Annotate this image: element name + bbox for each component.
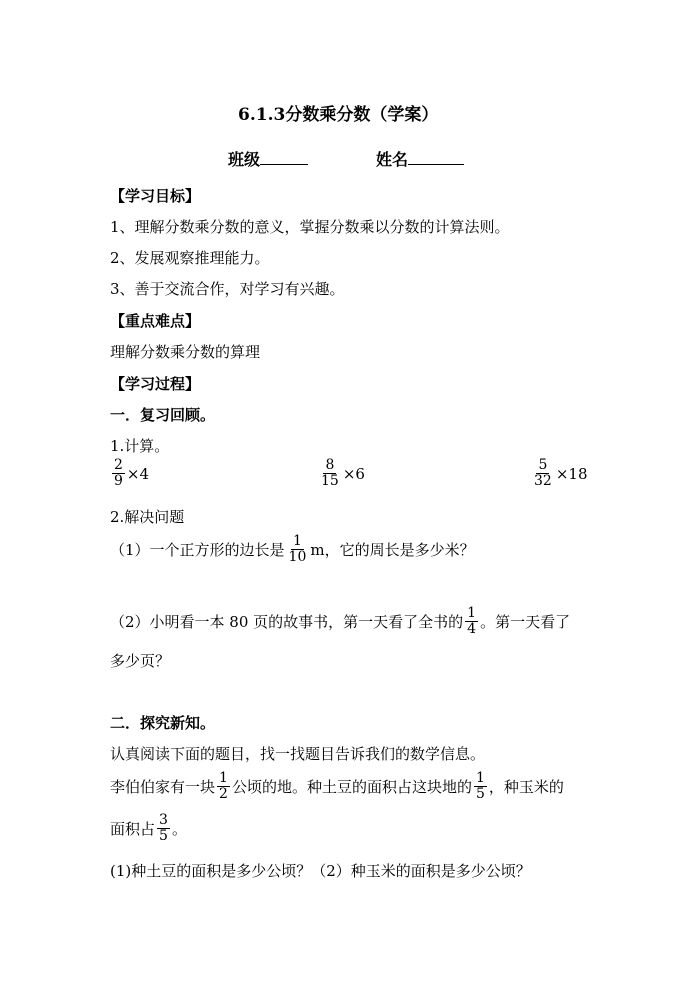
fraction: $\frac{3}{5}$ xyxy=(159,812,168,844)
name-label: 姓名 xyxy=(376,150,409,169)
class-field xyxy=(228,148,308,170)
page-title: 6.1.3分数乘分数（学案） xyxy=(238,105,439,125)
fraction: $\frac{1}{4}$ xyxy=(467,605,477,637)
fraction: $\frac{1}{2}$ xyxy=(219,770,228,802)
story-line-2: 面积占 $\frac{3}{5}$ 。 xyxy=(110,812,187,844)
key-text: 理解分数乘分数的算理 xyxy=(110,343,261,361)
fraction: $\frac{2}{9}$ xyxy=(114,457,123,489)
question-2-cont: 多少页？ xyxy=(110,652,171,670)
class-blank[interactable] xyxy=(260,148,308,165)
fraction: $\frac{1}{5}$ xyxy=(475,770,485,802)
final-questions: (1)种土豆的面积是多少公顷？（2）种玉米的面积是多少公顷？ xyxy=(110,862,531,880)
name-blank[interactable] xyxy=(408,148,464,165)
fraction: $\frac{1}{10}$ xyxy=(288,533,307,565)
section-review-heading: 一．复习回顾。 xyxy=(110,406,216,424)
calc-item: $\frac{2}{9}$ ×4 xyxy=(114,457,150,489)
question-2: （2）小明看一本 80 页的故事书，第一天看了全书的 $\frac{1}{4}$ 。第一天看了 xyxy=(110,605,571,637)
goals-header: 【学习目标】 xyxy=(110,187,201,205)
explore-intro: 认真阅读下面的题目，找一找题目告诉我们的数学信息。 xyxy=(110,745,486,763)
fraction: $\frac{5}{32}$ xyxy=(534,457,552,489)
calc-item: $\frac{8}{15}$ ×6 xyxy=(321,457,365,489)
calc-label: 1.计算。 xyxy=(110,437,170,455)
story-line-1: 李伯伯家有一块 $\frac{1}{2}$ 公顷的地。种土豆的面积占这块地的 $\frac{1}{5}$ ，种玉米的 xyxy=(110,770,564,802)
class-label: 班级 xyxy=(228,150,261,169)
process-header: 【学习过程】 xyxy=(110,375,201,393)
fraction: $\frac{8}{15}$ xyxy=(321,457,339,489)
name-field xyxy=(376,148,464,170)
question-1: （1）一个正方形的边长是 $\frac{1}{10}$ m，它的周长是多少米？ xyxy=(110,533,475,565)
goal-item: 1、理解分数乘分数的意义，掌握分数乘以分数的计算法则。 xyxy=(110,218,510,236)
goal-item: 2、发展观察推理能力。 xyxy=(110,249,270,267)
section-explore-heading: 二．探究新知。 xyxy=(110,714,216,732)
calc-item: $\frac{5}{32}$ ×18 xyxy=(534,457,588,489)
goal-item: 3、善于交流合作，对学习有兴趣。 xyxy=(110,280,345,298)
solve-label: 2.解决问题 xyxy=(110,508,185,526)
key-header: 【重点难点】 xyxy=(110,312,201,330)
